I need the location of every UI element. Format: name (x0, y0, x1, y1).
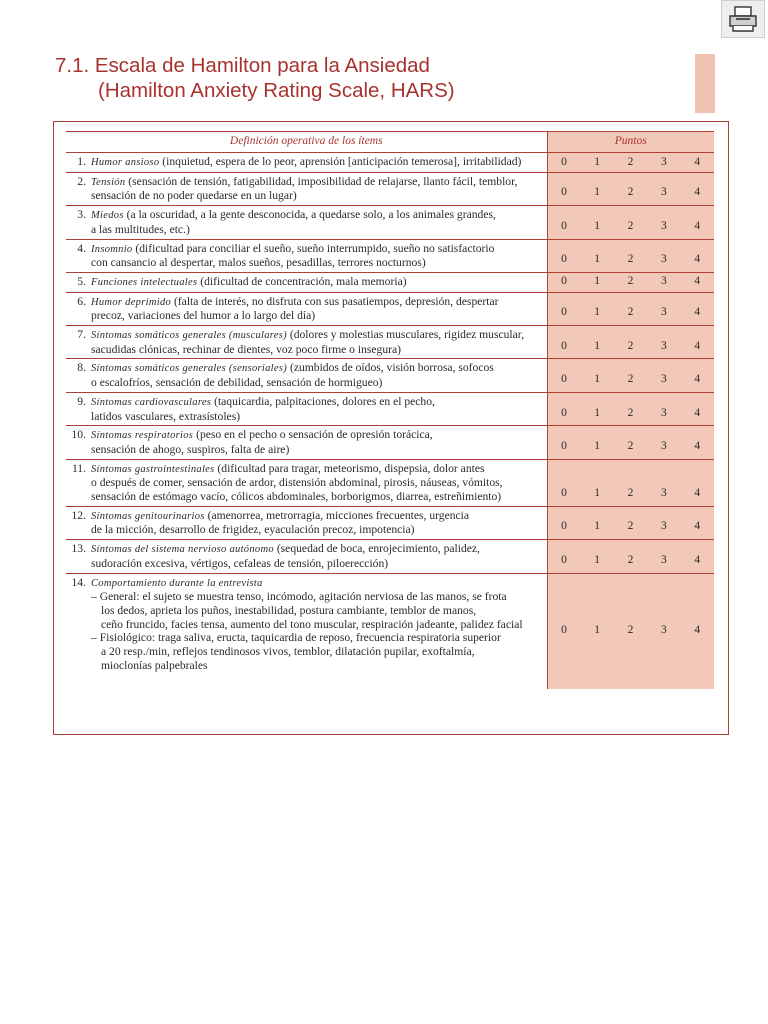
item-name: Síntomas genitourinarios (91, 510, 205, 522)
score-option[interactable]: 3 (647, 540, 680, 573)
score-option[interactable]: 3 (647, 506, 680, 539)
score-option[interactable]: 1 (580, 292, 613, 325)
item-number: 9. (77, 394, 86, 408)
item-description-line: sudoración excesiva, vértigos, cefaleas de tensión, piloerección) (91, 556, 389, 570)
item-definition (66, 326, 547, 359)
score-option[interactable]: 1 (580, 239, 613, 272)
score-option[interactable]: 4 (681, 239, 714, 272)
table-row (66, 392, 714, 425)
score-option[interactable]: 1 (580, 153, 613, 173)
item-number: 13. (71, 542, 86, 556)
table-row (66, 326, 714, 359)
item-definition (66, 459, 547, 506)
score-option[interactable]: 1 (580, 426, 613, 459)
score-option[interactable]: 3 (647, 172, 680, 205)
score-option[interactable]: 3 (647, 573, 680, 688)
item-name: Síntomas gastrointestinales (91, 463, 215, 475)
score-option[interactable]: 2 (614, 153, 647, 173)
score-option[interactable]: 3 (647, 153, 680, 173)
item-number: 10. (71, 428, 86, 442)
item-description-line: (a la oscuridad, a la gente desconocida, a quedarse solo, a los animales grandes, (126, 208, 496, 222)
item-text (89, 428, 547, 456)
score-option[interactable]: 1 (580, 326, 613, 359)
score-option[interactable]: 2 (614, 272, 647, 292)
item-name: Síntomas del sistema nervioso autónomo (91, 544, 274, 556)
score-option[interactable]: 0 (547, 272, 580, 292)
score-option[interactable]: 0 (547, 506, 580, 539)
score-option[interactable]: 1 (580, 573, 613, 688)
item-description-line: precoz, variaciones del humor a lo largo del día) (91, 309, 316, 323)
score-option[interactable]: 2 (614, 426, 647, 459)
table-header-row (66, 132, 714, 153)
item-description-line: – General: el sujeto se muestra tenso, incómodo, agitación nerviosa de las manos, se frota (91, 590, 507, 604)
item-description-line: (amenorrea, metrorragia, micciones frecuentes, urgencia (207, 508, 470, 522)
score-option[interactable]: 1 (580, 272, 613, 292)
table-row (66, 426, 714, 459)
item-number: 6. (77, 294, 86, 308)
item-definition (66, 392, 547, 425)
item-text (89, 275, 547, 290)
item-description-line: latidos vasculares, extrasístoles) (91, 409, 241, 423)
score-option[interactable]: 4 (681, 359, 714, 392)
score-option[interactable]: 4 (681, 506, 714, 539)
item-definition (66, 426, 547, 459)
item-name: Insomnio (91, 243, 133, 255)
table-row (66, 272, 714, 292)
score-option[interactable]: 0 (547, 172, 580, 205)
item-definition (66, 506, 547, 539)
score-option[interactable]: 3 (647, 239, 680, 272)
table-row (66, 153, 714, 173)
score-option[interactable]: 4 (681, 272, 714, 292)
item-number: 12. (71, 508, 86, 522)
score-option[interactable]: 0 (547, 573, 580, 688)
item-description-line: sensación de no poder quedarse en un lugar) (91, 189, 297, 203)
score-option[interactable]: 4 (681, 292, 714, 325)
score-option[interactable]: 0 (547, 426, 580, 459)
score-option[interactable]: 2 (614, 459, 647, 506)
score-option[interactable]: 4 (681, 153, 714, 173)
item-number: 2. (77, 174, 86, 188)
item-text (89, 395, 547, 423)
score-option[interactable]: 4 (681, 206, 714, 239)
score-option[interactable]: 0 (547, 239, 580, 272)
score-option[interactable]: 3 (647, 392, 680, 425)
score-option[interactable]: 1 (580, 392, 613, 425)
title-line-2: (Hamilton Anxiety Rating Scale, HARS) (98, 79, 455, 102)
item-text (89, 208, 547, 236)
section-tab (695, 54, 715, 113)
item-description-line: con cansancio al despertar, malos sueños, pesadillas, terrores nocturnos) (91, 256, 426, 270)
item-number: 7. (77, 328, 86, 342)
hars-table (66, 131, 714, 689)
item-description-line: (sensación de tensión, fatigabilidad, imposibilidad de relajarse, llanto fácil, temblor, (128, 174, 518, 188)
item-text (89, 175, 547, 203)
item-text (89, 155, 547, 170)
item-description-line: (falta de interés, no disfruta con sus pasatiempos, depresión, despertar (173, 294, 499, 308)
item-description-line: sensación de ahogo, suspiros, falta de aire) (91, 442, 290, 456)
score-option[interactable]: 3 (647, 459, 680, 506)
score-option[interactable]: 2 (614, 506, 647, 539)
score-option[interactable]: 0 (547, 153, 580, 173)
score-option[interactable]: 1 (580, 506, 613, 539)
item-definition (66, 573, 547, 688)
item-name: Síntomas cardiovasculares (91, 396, 212, 408)
item-name: Humor ansioso (91, 157, 160, 168)
item-number: 5. (77, 274, 86, 288)
item-number: 4. (77, 241, 86, 255)
score-option[interactable]: 4 (681, 326, 714, 359)
item-description-line: ceño fruncido, facies tensa, aumento del tono muscular, respiración jadeante, palidez facial (101, 617, 523, 631)
item-text (89, 295, 547, 323)
score-option[interactable]: 3 (647, 359, 680, 392)
item-description-line: de la micción, desarrollo de frigidez, eyaculación precoz, impotencia) (91, 523, 415, 537)
score-option[interactable]: 3 (647, 292, 680, 325)
item-number: 14. (71, 575, 86, 589)
item-name: Tensión (91, 176, 126, 188)
table-row (66, 206, 714, 239)
item-number: 11. (71, 461, 86, 475)
score-option[interactable]: 2 (614, 172, 647, 205)
item-number: 3. (77, 208, 86, 222)
score-option[interactable]: 2 (614, 326, 647, 359)
item-definition (66, 292, 547, 325)
score-option[interactable]: 0 (547, 206, 580, 239)
score-option[interactable]: 4 (681, 426, 714, 459)
item-description-line: sensación de estómago vacío, cólicos abdominales, borborigmos, diarrea, estreñimiento) (91, 490, 502, 504)
item-description-line: (dolores y molestias musculares, rigidez muscular, (289, 328, 525, 342)
item-description-line: (taquicardia, palpitaciones, dolores en el pecho, (214, 394, 435, 408)
score-option[interactable]: 0 (547, 326, 580, 359)
table-row (66, 292, 714, 325)
item-name: Funciones intelectuales (91, 276, 198, 288)
score-option[interactable]: 0 (547, 359, 580, 392)
item-description-line: o escalofríos, sensación de debilidad, sensación de hormigueo) (91, 376, 383, 390)
item-description-line: a las multitudes, etc.) (91, 222, 190, 236)
score-option[interactable]: 4 (681, 172, 714, 205)
item-definition (66, 206, 547, 239)
score-option[interactable]: 1 (580, 359, 613, 392)
score-option[interactable]: 2 (614, 392, 647, 425)
item-definition (66, 540, 547, 573)
item-number: 8. (77, 361, 86, 375)
score-option[interactable]: 0 (547, 292, 580, 325)
printer-icon (727, 5, 759, 33)
score-option[interactable]: 2 (614, 206, 647, 239)
table-row (66, 459, 714, 506)
item-description-line: sacudidas clónicas, rechinar de dientes, voz poco firme o insegura) (91, 342, 402, 356)
score-option[interactable]: 2 (614, 540, 647, 573)
table-row (66, 573, 714, 688)
table-row (66, 359, 714, 392)
item-description-line: (sequedad de boca, enrojecimiento, palidez, (276, 542, 480, 556)
item-name: Síntomas respiratorios (91, 430, 194, 442)
item-name: Síntomas somáticos generales (musculares) (91, 330, 287, 342)
score-option[interactable]: 2 (614, 239, 647, 272)
table-row (66, 172, 714, 205)
item-description-line: (dificultad de concentración, mala memoria) (200, 274, 407, 288)
item-text (89, 542, 547, 570)
score-option[interactable]: 0 (547, 540, 580, 573)
subitem-physiological (91, 631, 543, 672)
page-title (55, 53, 695, 103)
score-option[interactable]: 4 (681, 573, 714, 688)
score-option[interactable]: 2 (614, 292, 647, 325)
header-definition: Definición operativa de los ítems (66, 132, 547, 153)
score-option[interactable]: 4 (681, 459, 714, 506)
item-text (89, 242, 547, 270)
item-name: Miedos (91, 210, 124, 222)
score-option[interactable]: 1 (580, 540, 613, 573)
item-definition (66, 272, 547, 292)
score-option[interactable]: 0 (547, 459, 580, 506)
score-option[interactable]: 2 (614, 359, 647, 392)
score-option[interactable]: 1 (580, 459, 613, 506)
item-description-line: a 20 resp./min, reflejos tendinosos vivos, temblor, dilatación pupilar, exoftalmía, (101, 645, 475, 659)
item-definition (66, 239, 547, 272)
item-description-line: (dificultad para conciliar el sueño, sueño interrumpido, sueño no satisfactorio (135, 241, 495, 255)
score-option[interactable]: 0 (547, 392, 580, 425)
item-text (89, 328, 547, 356)
score-option[interactable]: 3 (647, 272, 680, 292)
item-name: Comportamiento durante la entrevista (91, 577, 263, 589)
item-text (89, 509, 547, 537)
item-description-line: mioclonías palpebrales (101, 658, 208, 672)
score-option[interactable]: 1 (580, 172, 613, 205)
table-row (66, 239, 714, 272)
score-option[interactable]: 4 (681, 392, 714, 425)
item-name: Síntomas somáticos generales (sensoriales) (91, 363, 288, 375)
score-option[interactable]: 3 (647, 206, 680, 239)
item-text (89, 576, 547, 687)
score-option[interactable]: 1 (580, 206, 613, 239)
score-option[interactable]: 3 (647, 426, 680, 459)
score-option[interactable]: 3 (647, 326, 680, 359)
item-description-line: – Fisiológico: traga saliva, eructa, taquicardia de reposo, frecuencia respiratoria superior (91, 631, 501, 645)
table-row (66, 506, 714, 539)
item-text (89, 462, 547, 504)
score-option[interactable]: 2 (614, 573, 647, 688)
title-line-1: 7.1. Escala de Hamilton para la Ansiedad (55, 54, 430, 77)
item-description-line: (inquietud, espera de lo peor, aprensión [anticipación temerosa], irritabilidad) (162, 155, 522, 168)
item-description-line: (zumbidos de oídos, visión borrosa, sofocos (289, 361, 494, 375)
item-name: Humor deprimido (91, 296, 172, 308)
subitem-general (91, 590, 543, 631)
item-description-line: (peso en el pecho o sensación de opresión torácica, (196, 428, 433, 442)
item-definition (66, 153, 547, 173)
item-definition (66, 359, 547, 392)
score-option[interactable]: 4 (681, 540, 714, 573)
item-number: 1. (77, 155, 86, 168)
print-button[interactable] (721, 0, 765, 38)
header-points: Puntos (547, 132, 714, 153)
item-definition (66, 172, 547, 205)
table-row (66, 540, 714, 573)
item-text (89, 361, 547, 389)
item-description-line: o después de comer, sensación de ardor, distensión abdominal, pirosis, náuseas, vómitos, (91, 476, 503, 490)
item-description-line: los dedos, aprieta los puños, inestabilidad, postura cambiante, temblor de manos, (101, 603, 477, 617)
item-description-line: (dificultad para tragar, meteorismo, dispepsia, dolor antes (217, 461, 485, 475)
